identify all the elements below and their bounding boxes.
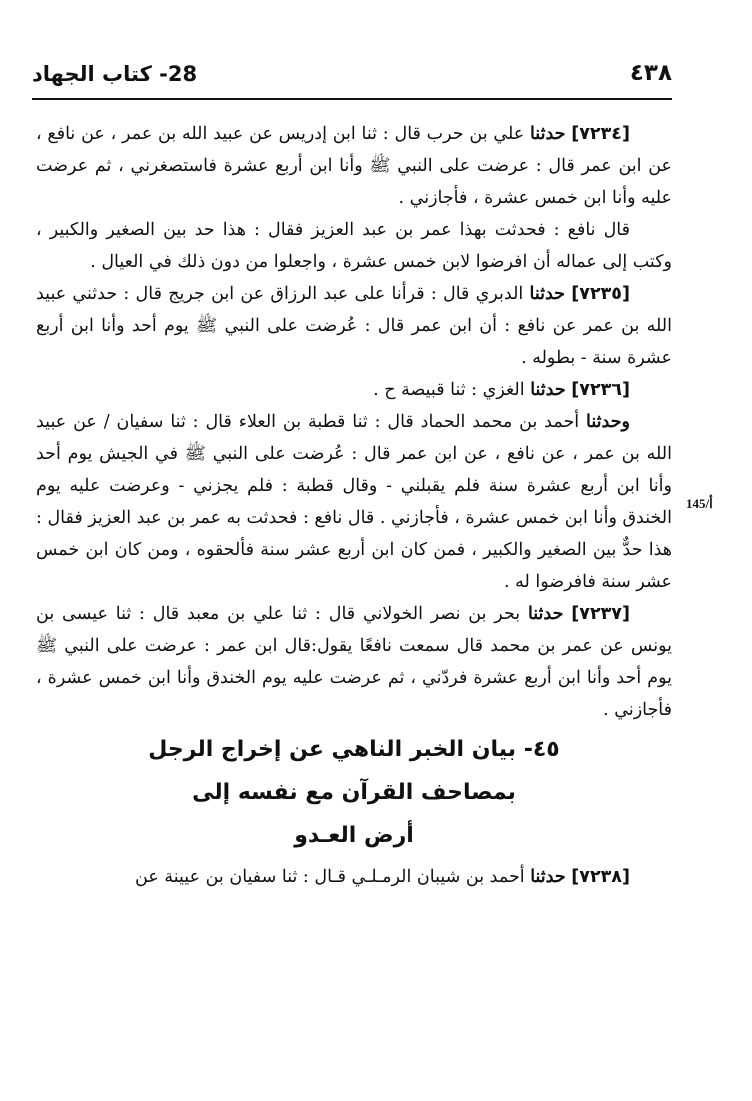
page-header (32, 62, 672, 100)
section-heading-line: ٤٥- بيان الخبر الناهي عن إخراج الرجل (148, 737, 560, 762)
hadith-text: الدبري قال : قرأنا على عبد الرزاق عن ابن جريج قال : حدثني عبيد الله بن عمر عن نافع : أن ابن عمر قال : عُرضت على النبي ﷺ يوم أحد وأنا ابن أربع عشرة سنة - بطوله . (36, 284, 672, 368)
manuscript-folio-note: 145/أ (686, 496, 713, 511)
hadith-text: بحر بن نصر الخولاني قال : ثنا علي بن معبد قال : ثنا عيسى بن يونس عن عمر بن محمد قال سمعت نافعًا يقول:قال ابن عمر : عرضت على النبي ﷺ يوم أحد وأنا ابن أربع عشرة فردّني ، ثم عرضت عليه يوم الخندق وأنا ابن خمس عشرة ، فأجازني . (36, 604, 672, 720)
hadith-paragraph (36, 374, 672, 406)
hadith-keyword: حدثنا (527, 604, 564, 624)
hadith-keyword: وحدثنا (586, 412, 630, 432)
commentary-paragraph (36, 214, 672, 278)
hadith-paragraph (36, 278, 672, 374)
hadith-paragraph (36, 598, 672, 726)
chapter-title: 28- كتاب الجهاد (32, 62, 198, 86)
hadith-text: أحمد بن محمد الحماد قال : ثنا قطبة بن العلاء قال : ثنا سفيان / عن عبيد الله بن عمر ، عن نافع ، عن ابن عمر قال : عُرضت على النبي ﷺ في الجيش يوم أحد وأنا ابن أربع عشرة سنة فلم يقبلني - وقال قطبة : فلم يجزني - وعرضت عليه يوم الخندق وأنا ابن خمس عشرة ، فأجازني . قال نافع : فحدثت به عمر بن عبد العزيز فقال : هذا حدٌّ بين الصغير والكبير ، فمن كان ابن أربع عشر سنة فألحقوه ، ومن كان ابن خمس عشر سنة فافرضوا له . (36, 412, 672, 592)
hadith-number: [٧٢٣٦] (571, 380, 630, 400)
section-heading-line: أرض العـدو (294, 823, 414, 848)
page-body (36, 118, 672, 893)
commentary-text: قال نافع : فحدثت بهذا عمر بن عبد العزيز فقال : هذا حد بين الصغير والكبير ، وكتب إلى عماله أن افرضوا لابن خمس عشرة ، واجعلوا من دون ذلك في العيال . (36, 220, 672, 272)
hadith-paragraph (36, 118, 672, 214)
hadith-keyword: حدثنا (529, 124, 566, 144)
hadith-paragraph (36, 406, 672, 598)
hadith-number: [٧٢٣٨] (571, 867, 630, 887)
hadith-number: [٧٢٣٥] (571, 284, 630, 304)
hadith-keyword: حدثنا (529, 284, 566, 304)
hadith-keyword: حدثنا (530, 380, 566, 400)
page-number: ٤٣٨ (629, 60, 672, 86)
hadith-paragraph (36, 861, 672, 893)
hadith-text: الغزي : ثنا قبيصة ح . (373, 380, 531, 400)
hadith-keyword: حدثنا (530, 867, 566, 887)
hadith-text: أحمد بن شيبان الرمـلـي قـال : ثنا سفيان بن عيينة عن (135, 867, 531, 887)
hadith-number: [٧٢٣٧] (571, 604, 630, 624)
section-heading (36, 728, 672, 857)
hadith-number: [٧٢٣٤] (571, 124, 630, 144)
hadith-text: علي بن حرب قال : ثنا ابن إدريس عن عبيد الله بن عمر ، عن نافع ، عن ابن عمر قال : عرضت على النبي ﷺ وأنا ابن أربع عشرة فاستصغرني ، ثم عرضت عليه وأنا ابن خمس عشرة ، فأجازني . (36, 124, 672, 208)
section-heading-line: بمصاحف القرآن مع نفسه إلى (192, 780, 516, 805)
